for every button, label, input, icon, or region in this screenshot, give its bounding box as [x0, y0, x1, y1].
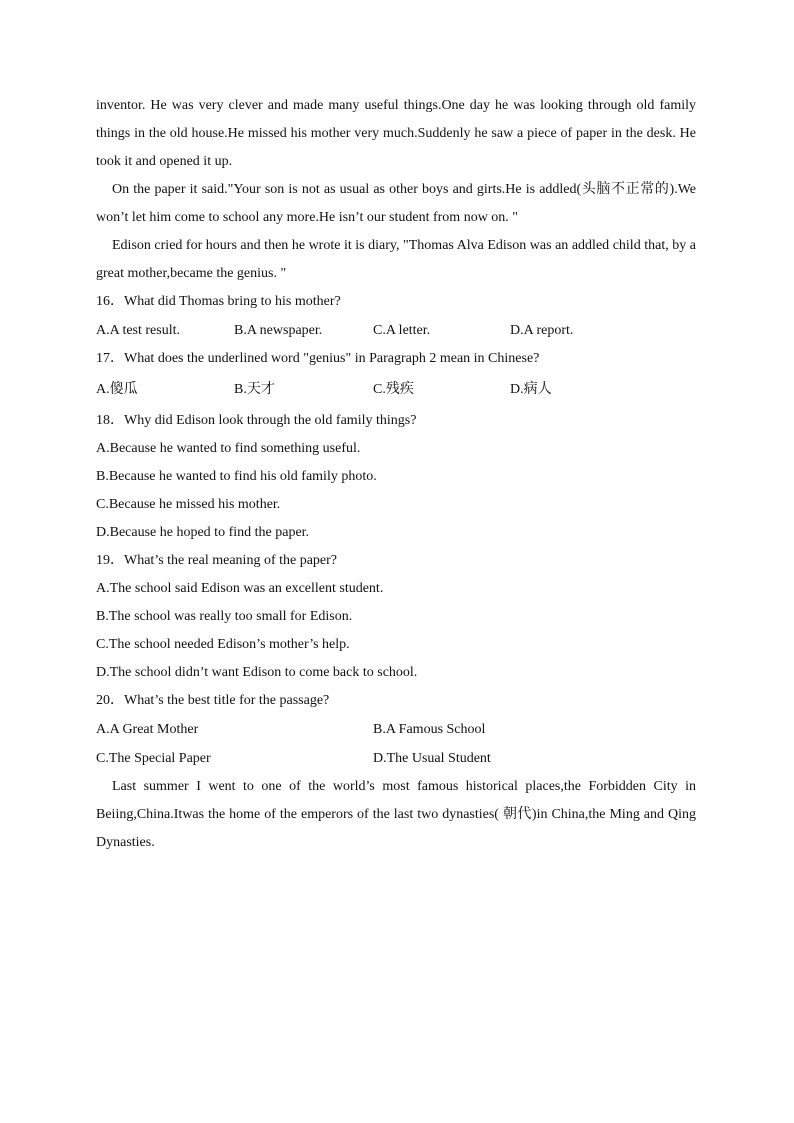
question-17-options: [96, 373, 696, 407]
question-19-option-c: C.The school needed Edison’s mother’s help.: [96, 637, 350, 652]
question-19: 19．What’s the real meaning of the paper?: [96, 553, 338, 568]
question-20-option-d: D.The Usual Student: [373, 751, 491, 766]
question-18-option-b: B.Because he wanted to find his old family photo.: [96, 469, 377, 484]
question-17-option-b: B.天才: [234, 382, 275, 397]
question-19-option-b: B.The school was really too small for Edison.: [96, 609, 353, 624]
passage1-paragraph-1: inventor. He was very clever and made many useful things.One day he was looking through old family things in the old house.He missed his mother very much.Suddenly he saw a piece of paper in the desk. He took it and opened it up.: [96, 98, 696, 169]
question-19-option-a: A.The school said Edison was an excellent student.: [96, 581, 384, 596]
question-17: 17．What does the underlined word "genius" in Paragraph 2 mean in Chinese?: [96, 351, 540, 366]
question-17-option-c: C.残疾: [373, 382, 414, 397]
question-16-option-a: A.A test result.: [96, 323, 180, 338]
question-17-option-d: D.病人: [510, 382, 552, 397]
question-20-options-row-1: [96, 715, 696, 744]
question-20-options-row-2: [96, 744, 696, 773]
passage1-paragraph-2: On the paper it said."Your son is not as usual as other boys and girts.He is addled(头脑不正常的).We won’t let him come to school any more.He isn’t our student from now on. ": [96, 182, 696, 225]
question-16-option-d: D.A report.: [510, 323, 574, 338]
question-19-option-d: D.The school didn’t want Edison to come back to school.: [96, 665, 418, 680]
question-18-option-c: C.Because he missed his mother.: [96, 497, 281, 512]
question-18: 18．Why did Edison look through the old family things?: [96, 413, 417, 428]
question-20: 20．What’s the best title for the passage?: [96, 693, 330, 708]
question-18-option-a: A.Because he wanted to find something useful.: [96, 441, 361, 456]
question-20-option-a: A.A Great Mother: [96, 722, 199, 737]
question-16-option-c: C.A letter.: [373, 323, 431, 338]
question-18-option-d: D.Because he hoped to find the paper.: [96, 525, 310, 540]
passage2-paragraph-1: Last summer I went to one of the world’s most famous historical places,the Forbidden City in Beiing,China.Itwas the home of the emperors of the last two dynasties( 朝代)in China,the Ming and Qing Dynasties.: [96, 779, 696, 850]
question-20-option-b: B.A Famous School: [373, 722, 486, 737]
question-16: 16．What did Thomas bring to his mother?: [96, 294, 341, 309]
question-20-option-c: C.The Special Paper: [96, 751, 211, 766]
question-16-option-b: B.A newspaper.: [234, 323, 323, 338]
document-content: [96, 92, 696, 857]
question-17-option-a: A.傻瓜: [96, 382, 138, 397]
question-16-options: [96, 316, 696, 345]
passage1-paragraph-3: Edison cried for hours and then he wrote it is diary, "Thomas Alva Edison was an addled child that, by a great mother,became the genius. ": [96, 238, 696, 281]
